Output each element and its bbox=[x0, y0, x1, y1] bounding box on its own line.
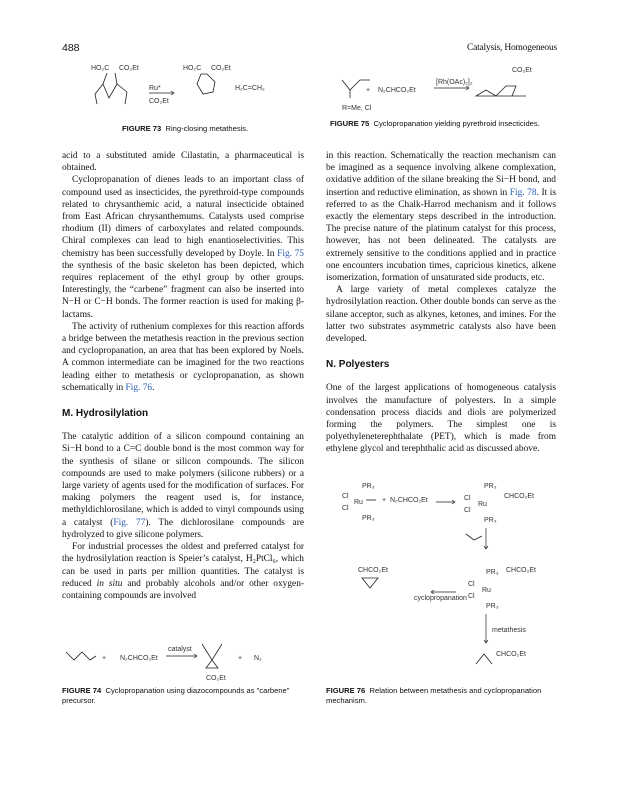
page-number: 488 bbox=[62, 42, 80, 54]
figure-73-graphic bbox=[85, 58, 295, 126]
fig76-label: Cl bbox=[342, 493, 349, 500]
text-run: . It is referred to as the Chalk-Harrod mechanism and it follows exactly the elementary steps described in the introduction. The precise nature of the platinum catalyst for this process, however, has not been delineated. The catalysts are extremely sensitive to the conditions applied and in practice one encounters incubation times, capricious kinetics, alkene isomerization, formation of unsaturated side products, etc. bbox=[326, 187, 557, 284]
fig76-label: Cl bbox=[464, 507, 471, 514]
paragraph bbox=[326, 150, 556, 284]
fig76-label: + bbox=[382, 497, 387, 504]
text-run: in this reaction. Schematically the reaction mechanism can be imagined as a sequence involving alkene complexation, oxidative addition of the silane breaking the Si−H bond, and insertion and reductive elimination, as shown in bbox=[326, 151, 556, 198]
caption-label: FIGURE 74 bbox=[62, 686, 102, 695]
caption-text: Relation between metathesis and cyclopropanation mechanism. bbox=[326, 686, 542, 705]
figure-74-graphic bbox=[62, 636, 302, 684]
fig75-label: R=Me, Cl bbox=[342, 105, 372, 112]
fig74-label: + bbox=[238, 655, 243, 662]
text-run: Cyclopropanation of dienes leads to an important class of compound used as insecticides, the pyrethroid-type compounds related to chrysanthemic acid, a natural insecticide obtained from East African chrysanthemums. Catalysts used comprise rhodium (II) dimers of carboxylates and related compounds. Chiral complexes can lead to high enantioselectivities. This chemistry has been successfully developed by Doyle. In bbox=[62, 175, 304, 259]
fig76-label: PR₃ bbox=[484, 483, 497, 490]
paragraph: acid to a substituted amide Cilastatin, a pharmaceutical is obtained. bbox=[62, 151, 304, 174]
paragraph bbox=[62, 174, 304, 320]
figure-75-graphic bbox=[336, 62, 566, 118]
fig74-label: CO₂Et bbox=[206, 675, 226, 682]
fig75-label: CO₂Et bbox=[512, 67, 532, 74]
figure-76-graphic bbox=[336, 478, 566, 678]
caption-text: Cyclopropanation using diazocompounds as "carbene" precursor. bbox=[62, 686, 290, 705]
fig76-label: PR₃ bbox=[362, 515, 375, 522]
italic-text: in situ bbox=[96, 578, 123, 589]
fig76-label: CHCO₂Et bbox=[506, 567, 536, 574]
caption-text: Ring-closing metathesis. bbox=[165, 124, 249, 133]
text-run: For industrial processes the oldest and preferred catalyst for the hydrosilylation reaction is Speier’s catalyst, H₂PtCl₆, which can be used in parts per million quantities. The catalyst is reduced bbox=[62, 542, 304, 589]
text-run: the synthesis of the basic skeleton has been depicted, which requires replacement of the ethyl group by other groups. Interestingly, the “carbene” fragment can also be inserted into N−H or C−H bonds. The former reaction is used for making β-lactams. bbox=[62, 260, 304, 320]
figure-75-caption bbox=[330, 119, 570, 129]
fig75-label: N₂CHCO₂Et bbox=[378, 87, 416, 94]
fig76-label: N₂CHCO₂Et bbox=[390, 497, 428, 504]
paragraph: A large variety of metal complexes catalyze the hydrosilylation reaction. Other double bonds can serve as the silane acceptor, such as alkynes, ketones, and imines. For the latter two substrates asymmetric catalysts also have been developed. bbox=[326, 285, 556, 345]
paragraph bbox=[62, 321, 304, 394]
text-run: . bbox=[152, 382, 155, 393]
fig76-label: Ru bbox=[482, 587, 491, 594]
figure-link[interactable]: Fig. 76 bbox=[125, 382, 153, 393]
fig76-label: CHCO₂Et bbox=[504, 493, 534, 500]
section-heading: N. Polyesters bbox=[326, 359, 390, 371]
fig76-label: PR₃ bbox=[486, 569, 499, 576]
figure-link[interactable]: Fig. 78 bbox=[509, 187, 537, 198]
text-run: and probably alcohols and/or other oxygen-containing compounds are involved bbox=[62, 578, 305, 601]
fig73-label: Ru* bbox=[149, 85, 161, 92]
figure-76-caption bbox=[326, 686, 562, 706]
fig76-label: metathesis bbox=[492, 627, 526, 634]
text-run: The catalytic addition of a silicon compound containing an Si−H bond to a C=C double bond is the most common way for the synthesis of silane or silicon compounds. The silicon compounds are used to make polymers (silicone rubbers) or a large variety of agents used for the modification of surfaces. For making polymers the reagent used is, for instance, methyldichlorosilane, which is added to vinyl compounds using a catalyst ( bbox=[62, 432, 304, 528]
fig75-label: [Rh(OAc)₂]₂ bbox=[436, 79, 473, 86]
right-column bbox=[326, 150, 556, 456]
fig74-label: + bbox=[102, 655, 107, 662]
running-title: Catalysis, Homogeneous bbox=[466, 43, 557, 53]
figure-link[interactable]: Fig. 77 bbox=[113, 517, 146, 528]
figure-74-caption bbox=[62, 686, 308, 706]
caption-label: FIGURE 76 bbox=[326, 686, 366, 695]
fig76-label: CHCO₂Et bbox=[496, 651, 526, 658]
fig76-label: PR₃ bbox=[484, 517, 497, 524]
fig76-label: CHCO₂Et bbox=[358, 567, 388, 574]
fig76-label: Ru bbox=[354, 499, 363, 506]
fig76-label: PR₃ bbox=[362, 483, 375, 490]
fig76-label: Ru bbox=[478, 501, 487, 508]
left-column bbox=[62, 150, 304, 602]
fig75-label: + bbox=[366, 87, 371, 94]
fig73-label: HO₂C bbox=[183, 65, 202, 72]
text-run: ). The dichlorosilane compounds are hydrolyzed to give silicone polymers. bbox=[62, 517, 304, 540]
fig74-label: N₂ bbox=[254, 655, 262, 662]
fig76-label: Cl bbox=[464, 495, 471, 502]
section-heading: M. Hydrosilylation bbox=[62, 408, 149, 420]
fig74-label: N₂CHCO₂Et bbox=[120, 655, 158, 662]
paragraph bbox=[62, 431, 304, 541]
fig73-label: CO₂Et bbox=[211, 65, 231, 72]
caption-label: FIGURE 73 bbox=[122, 124, 162, 133]
fig76-label: Cl bbox=[468, 581, 475, 588]
text-run: The activity of ruthenium complexes for this reaction affords a bridge between the metathesis reaction in the previous section and cyclopropanation, an area that has been explored by Noels. A common intermediate can be imagined for the two reactions leading either to metathesis or cyclopropanation, as shown schematically in bbox=[62, 321, 304, 393]
fig76-label: cyclopropanation bbox=[414, 595, 467, 602]
figure-73-caption bbox=[122, 124, 302, 134]
paragraph bbox=[62, 541, 304, 602]
fig76-label: Cl bbox=[342, 505, 349, 512]
fig73-label: HO₂C bbox=[91, 65, 110, 72]
figure-link[interactable]: Fig. 75 bbox=[277, 248, 304, 259]
fig73-label: H₂C=CH₂ bbox=[235, 85, 265, 92]
paragraph: One of the largest applications of homogeneous catalysis involves the manufacture of polyesters. In a simple condensation process diacids and diols are polymerized forming the polymers. The simplest one is polyethyleneterephthalate (PET), which is made from ethylene glycol and terephthalic acid as discussed above. bbox=[326, 383, 556, 455]
fig76-label: Cl bbox=[468, 593, 475, 600]
fig74-label: catalyst bbox=[168, 646, 192, 653]
fig76-label: PR₃ bbox=[486, 603, 499, 610]
fig73-label: CO₂Et bbox=[119, 65, 139, 72]
caption-text: Cyclopropanation yielding pyrethroid insecticides. bbox=[373, 119, 540, 128]
caption-label: FIGURE 75 bbox=[330, 119, 370, 128]
fig73-label: CO₂Et bbox=[149, 98, 169, 105]
